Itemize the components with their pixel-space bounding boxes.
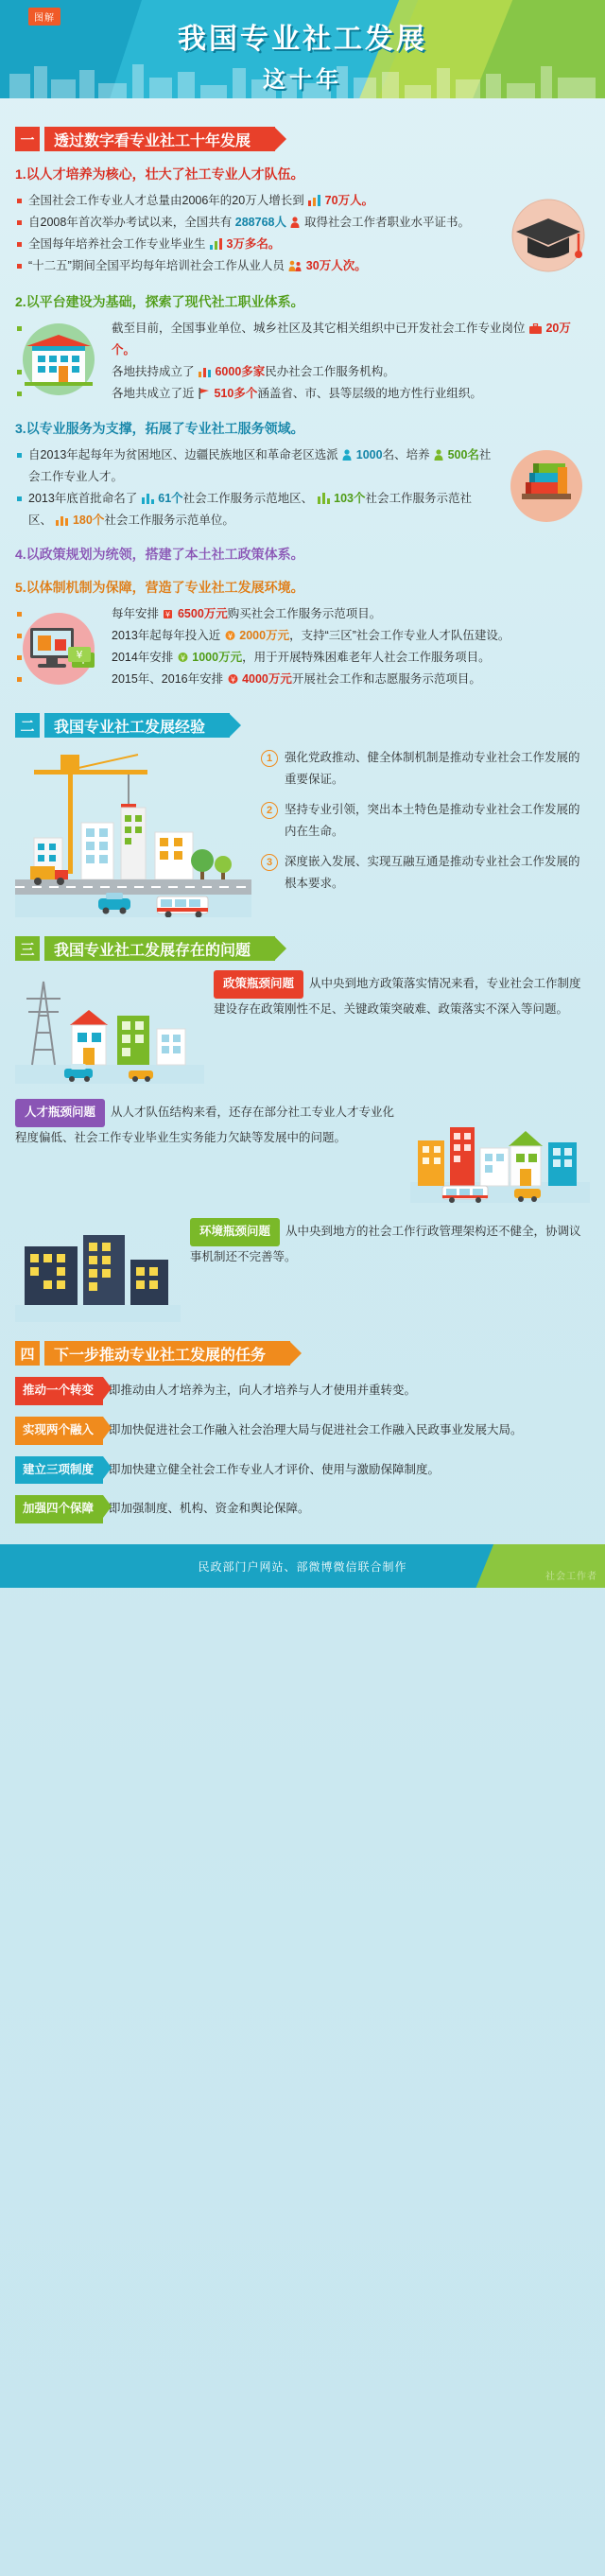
header-titles bbox=[0, 15, 605, 94]
dark-office-illustration bbox=[15, 1218, 181, 1322]
section-title-2: 我国专业社工发展经验 bbox=[54, 719, 206, 736]
task-2 bbox=[15, 1417, 590, 1445]
problem-pill-1: 政策瓶颈问题 bbox=[214, 970, 303, 999]
list-item: 2013年起每年投入近 ¥ 2000万元，支持“三区”社会工作专业人才队伍建设。 bbox=[15, 625, 590, 647]
subsection-heading-1-4: 4.以政策规划为统领，搭建了本土社工政策体系。 bbox=[15, 547, 304, 562]
task-tag-2: 实现两个融入 bbox=[15, 1417, 103, 1445]
list-item bbox=[261, 851, 590, 894]
bar-chart-icon bbox=[210, 238, 222, 250]
task-text-3: 即加快建立健全社会工作专业人才评价、使用与激励保障制度。 bbox=[109, 1462, 441, 1476]
section-header-3 bbox=[15, 936, 590, 961]
list-item: “十二五”期间全国平均每年培训社会工作从业人员 30万人次。 bbox=[15, 255, 590, 277]
list-item: 2014年安排 ¥ 1000万元，用于开展特殊困难老年人社会工作服务项目。 bbox=[15, 647, 590, 669]
list-item: 各地扶持成立了 6000多家民办社会工作服务机构。 bbox=[15, 361, 590, 383]
bullet-list-1-5 bbox=[15, 603, 590, 691]
section-title-1: 透过数字看专业社工十年发展 bbox=[54, 132, 251, 149]
list-item bbox=[261, 747, 590, 790]
bar-chart-icon bbox=[56, 514, 68, 526]
money-icon bbox=[178, 652, 188, 663]
problem-pill-2: 人才瓶颈问题 bbox=[15, 1099, 105, 1127]
subsection-heading-1-2: 2.以平台建设为基础，探索了现代社工职业体系。 bbox=[15, 294, 304, 309]
problem-text-3: 从中央到地方的社会工作行政管理架构还不健全，协调议事机制还不完善等。 bbox=[190, 1225, 581, 1263]
task-tag-3: 建立三项制度 bbox=[15, 1456, 103, 1485]
task-text-1: 即推动由人才培养为主，向人才培养与人才使用并重转变。 bbox=[109, 1384, 417, 1397]
briefcase-icon bbox=[529, 323, 542, 334]
bar-chart-icon bbox=[318, 493, 330, 504]
list-text: 强化党政推动、健全体制机制是推动专业社会工作发展的重要保证。 bbox=[285, 751, 580, 786]
list-number: 1 bbox=[261, 750, 278, 767]
subsection-heading-1-3: 3.以专业服务为支撑，拓展了专业社工服务领域。 bbox=[15, 420, 304, 436]
page-subtitle: 这十年 bbox=[263, 67, 342, 93]
badge-jietu: 图解 bbox=[28, 8, 60, 26]
money-icon bbox=[225, 630, 235, 641]
list-item: 全国每年培养社会工作专业毕业生 3万多名。 bbox=[15, 234, 590, 255]
watermark-text: 社会工作者 bbox=[545, 1572, 597, 1582]
section-title-3: 我国专业社工发展存在的问题 bbox=[54, 942, 251, 959]
subsection-heading-1-1: 1.以人才培养为核心，壮大了社工专业人才队伍。 bbox=[15, 166, 304, 182]
svg-text:¥: ¥ bbox=[180, 653, 185, 663]
list-number: 3 bbox=[261, 854, 278, 871]
section-header-4 bbox=[15, 1341, 590, 1366]
footer-text: 民政部门户网站、部微博微信联合制作 bbox=[198, 1559, 407, 1574]
list-item: 2013年底首批命名了 61个社会工作服务示范地区、 103个社会工作服务示范社区、 180个社会工作服务示范单位。 bbox=[15, 488, 590, 531]
svg-text:¥: ¥ bbox=[230, 675, 235, 685]
list-item bbox=[261, 799, 590, 842]
section-number-1: 一 bbox=[15, 127, 40, 151]
bullet-list-1-1 bbox=[15, 190, 590, 278]
page-title: 我国专业社工发展 bbox=[178, 24, 427, 55]
list-item: 自2013年起每年为贫困地区、边疆民族地区和革命老区选派 1000名、培养 500名社会工作专业人才。 bbox=[15, 444, 590, 488]
list-item: 全国社会工作专业人才总量由2006年的20万人增长到 70万人。 bbox=[15, 190, 590, 212]
task-3 bbox=[15, 1456, 590, 1485]
section-title-4: 下一步推动专业社工发展的任务 bbox=[54, 1347, 267, 1364]
money-icon bbox=[228, 673, 238, 685]
problem-text-2: 从人才队伍结构来看，还存在部分社工专业人才专业化程度偏低、社会工作专业毕业生实务能力欠缺等发展中的问题。 bbox=[15, 1105, 395, 1144]
task-4 bbox=[15, 1495, 590, 1523]
page-footer bbox=[0, 1544, 605, 1588]
bullet-list-1-2 bbox=[15, 318, 590, 406]
list-text: 深度嵌入发展、实现互融互通是推动专业社会工作发展的根本要求。 bbox=[285, 855, 580, 890]
task-tag-1: 推动一个转变 bbox=[15, 1377, 103, 1405]
task-1 bbox=[15, 1377, 590, 1405]
svg-text:¥: ¥ bbox=[76, 649, 83, 661]
person-icon bbox=[342, 449, 352, 461]
factory-town-illustration bbox=[15, 970, 204, 1084]
task-text-4: 即加强制度、机构、资金和舆论保障。 bbox=[109, 1502, 310, 1516]
section-header-2 bbox=[15, 713, 590, 738]
bar-chart-icon bbox=[142, 493, 154, 504]
svg-text:¥: ¥ bbox=[227, 632, 233, 641]
list-number: 2 bbox=[261, 802, 278, 819]
list-item: 各地共成立了近 510多个涵盖省、市、县等层级的地方性行业组织。 bbox=[15, 383, 590, 405]
list-text: 坚持专业引领，突出本土特色是推动专业社会工作发展的内在生命。 bbox=[285, 803, 580, 838]
section-number-2: 二 bbox=[15, 713, 40, 738]
section-number-4: 四 bbox=[15, 1341, 40, 1366]
section-number-3: 三 bbox=[15, 936, 40, 961]
list-item: 截至目前，全国事业单位、城乡社区及其它相关组织中已开发社会工作专业岗位 20万个。 bbox=[15, 318, 590, 361]
list-item: 每年安排 ¥ 6500万元购买社会工作服务示范项目。 bbox=[15, 603, 590, 625]
svg-text:¥: ¥ bbox=[165, 610, 171, 619]
task-tag-4: 加强四个保障 bbox=[15, 1495, 103, 1523]
flag-icon bbox=[199, 388, 210, 399]
problem-pill-3: 环境瓶颈问题 bbox=[190, 1218, 280, 1246]
task-text-2: 即加快促进社会工作融入社会治理大局与促进社会工作融入民政事业发展大局。 bbox=[109, 1422, 523, 1436]
list-item: 2015年、2016年安排 ¥ 4000万元开展社会工作和志愿服务示范项目。 bbox=[15, 669, 590, 690]
bullet-list-1-3 bbox=[15, 444, 590, 532]
problem-text-1: 从中央到地方政策落实情况来看，专业社会工作制度建设存在政策刚性不足、关键政策突破难、政策落实不深入等问题。 bbox=[214, 977, 581, 1016]
money-icon bbox=[163, 608, 173, 619]
people-group-icon bbox=[288, 260, 302, 271]
person-icon bbox=[290, 217, 300, 228]
construction-city-illustration bbox=[15, 747, 251, 917]
section-header-1 bbox=[15, 127, 590, 151]
bar-chart-icon bbox=[199, 366, 211, 377]
page-header bbox=[0, 0, 605, 98]
town-houses-illustration bbox=[410, 1099, 590, 1203]
list-item: 自2008年首次举办考试以来，全国共有 288768人 取得社会工作者职业水平证书。 bbox=[15, 212, 590, 234]
person-icon bbox=[434, 449, 443, 461]
bar-chart-icon bbox=[308, 195, 320, 206]
subsection-heading-1-5: 5.以体制机制为保障，营造了专业社工发展环境。 bbox=[15, 580, 304, 595]
